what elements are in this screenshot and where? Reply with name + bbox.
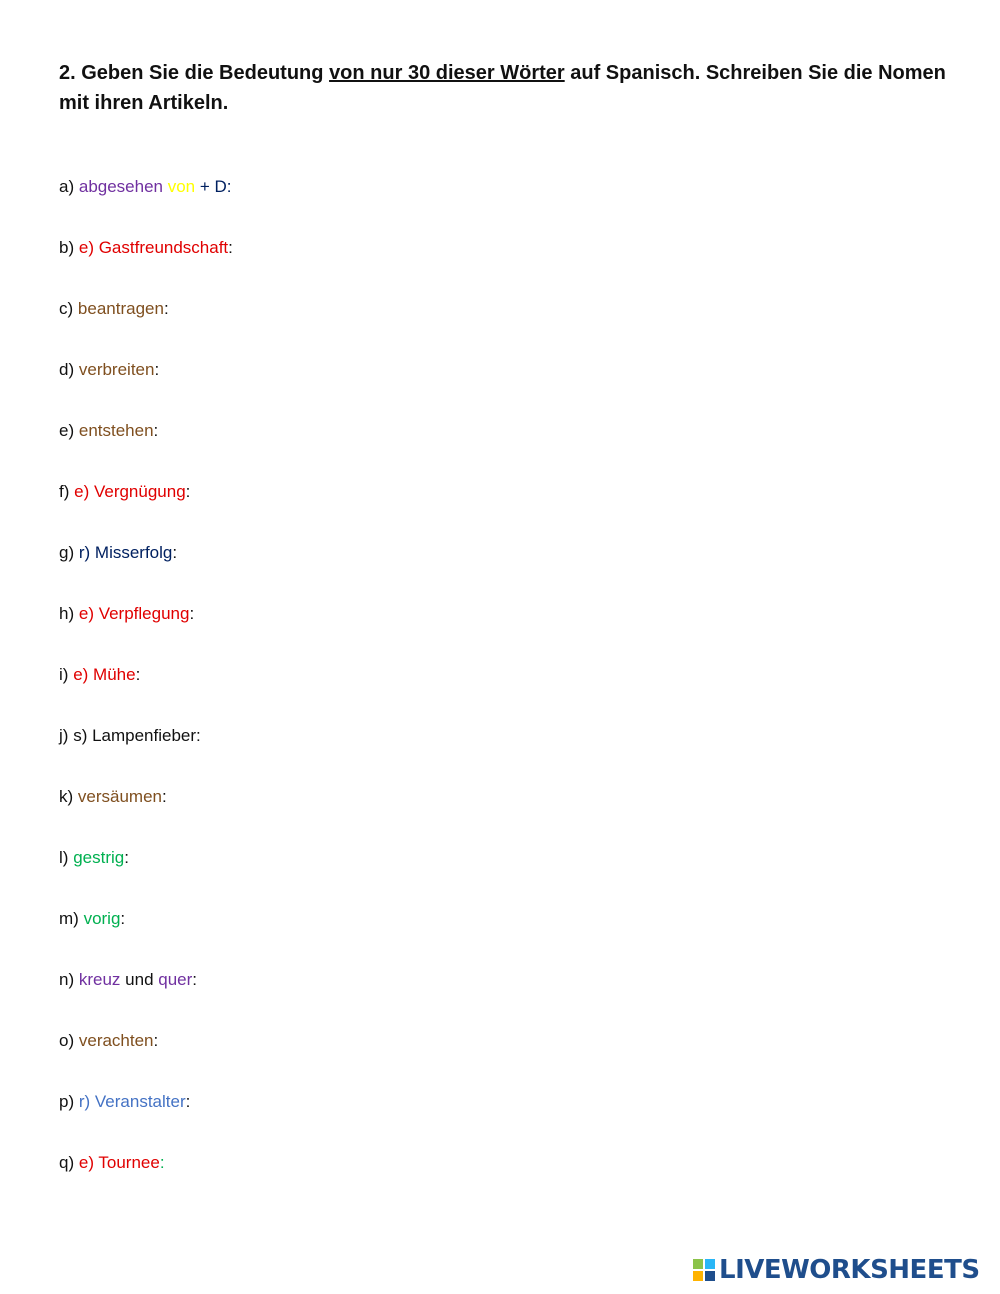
- item-word-segment: kreuz: [78, 970, 121, 989]
- item-word-segment: quer: [158, 970, 193, 989]
- item-letter: o): [59, 1031, 75, 1050]
- item-letter: e): [59, 421, 75, 440]
- item-word-segment: gestrig: [73, 848, 125, 867]
- item-word-segment: e) Mühe: [73, 665, 136, 684]
- item-letter: a): [59, 177, 75, 196]
- item-word-segment: beantragen: [77, 299, 164, 318]
- vocab-item-n: [59, 963, 197, 997]
- item-letter: f): [59, 482, 70, 501]
- item-word-segment: entstehen: [78, 421, 154, 440]
- item-letter: j): [59, 726, 69, 745]
- item-word-segment: von: [163, 177, 196, 196]
- vocab-item-o: [59, 1024, 158, 1058]
- vocab-item-k: [59, 780, 167, 814]
- item-word-segment: versäumen: [77, 787, 163, 806]
- vocab-item-c: [59, 292, 169, 326]
- item-word-segment: :: [226, 177, 232, 196]
- item-word-segment: :: [154, 360, 160, 379]
- item-word-segment: :: [159, 1153, 165, 1172]
- item-word-segment: e) Gastfreundschaft: [78, 238, 229, 257]
- item-word-segment: r) Misserfolg: [78, 543, 173, 562]
- item-word-segment: :: [135, 665, 141, 684]
- item-letter: n): [59, 970, 75, 989]
- item-letter: c): [59, 299, 74, 318]
- item-word-segment: verachten: [78, 1031, 154, 1050]
- item-word-segment: :: [192, 970, 198, 989]
- item-word-segment: :: [153, 421, 159, 440]
- item-word-segment: :: [172, 543, 178, 562]
- vocab-item-a: [59, 170, 232, 204]
- item-letter: h): [59, 604, 75, 623]
- item-letter: k): [59, 787, 74, 806]
- item-letter: p): [59, 1092, 75, 1111]
- item-word-segment: :: [189, 604, 195, 623]
- vocab-item-p: [59, 1085, 190, 1119]
- item-letter: i): [59, 665, 69, 684]
- item-word-segment: r) Veranstalter: [78, 1092, 186, 1111]
- vocab-item-m: [59, 902, 125, 936]
- item-word-segment: + D: [195, 177, 227, 196]
- vocab-item-g: [59, 536, 177, 570]
- task-heading: [59, 58, 959, 118]
- item-word-segment: :: [228, 238, 233, 257]
- item-letter: q): [59, 1153, 75, 1172]
- item-word-segment: e) Tournee: [78, 1153, 160, 1172]
- vocab-item-e: [59, 414, 158, 448]
- item-word-segment: :: [124, 848, 129, 867]
- vocab-item-i: [59, 658, 140, 692]
- liveworksheets-logo: [693, 1252, 980, 1288]
- item-word-segment: :: [120, 909, 126, 928]
- vocab-item-l: [59, 841, 129, 875]
- item-word-segment: :: [162, 787, 167, 806]
- item-word-segment: :: [185, 1092, 191, 1111]
- item-letter: d): [59, 360, 75, 379]
- item-word-segment: e) Verpflegung: [78, 604, 190, 623]
- liveworksheets-logo-text: LIVEWORKSHEETS: [719, 1255, 980, 1285]
- item-letter: l): [59, 848, 69, 867]
- item-word-segment: s) Lampenfieber: [73, 726, 197, 745]
- item-word-segment: vorig: [83, 909, 121, 928]
- vocab-item-b: [59, 231, 233, 265]
- vocab-item-j: [59, 719, 201, 753]
- heading-text-start: 2. Geben Sie die Bedeutung: [59, 62, 330, 84]
- vocab-item-q: [59, 1146, 165, 1180]
- heading-underlined-text: von nur 30 dieser Wörter: [329, 62, 565, 84]
- item-word-segment: :: [185, 482, 191, 501]
- item-word-segment: verbreiten: [78, 360, 155, 379]
- item-word-segment: :: [163, 299, 169, 318]
- item-word-segment: abgesehen: [78, 177, 163, 196]
- item-letter: g): [59, 543, 75, 562]
- liveworksheets-logo-icon: [693, 1259, 715, 1281]
- heading-text-end: auf Spanisch. Schreiben Sie die Nomen mit ihren Artikeln.: [59, 62, 946, 114]
- item-letter: b): [59, 238, 75, 257]
- vocab-item-h: [59, 597, 194, 631]
- item-word-segment: und: [120, 970, 159, 989]
- item-word-segment: :: [196, 726, 201, 745]
- vocab-item-f: [59, 475, 190, 509]
- item-word-segment: :: [153, 1031, 159, 1050]
- vocab-item-d: [59, 353, 159, 387]
- item-letter: m): [59, 909, 79, 928]
- item-word-segment: e) Vergnügung: [74, 482, 186, 501]
